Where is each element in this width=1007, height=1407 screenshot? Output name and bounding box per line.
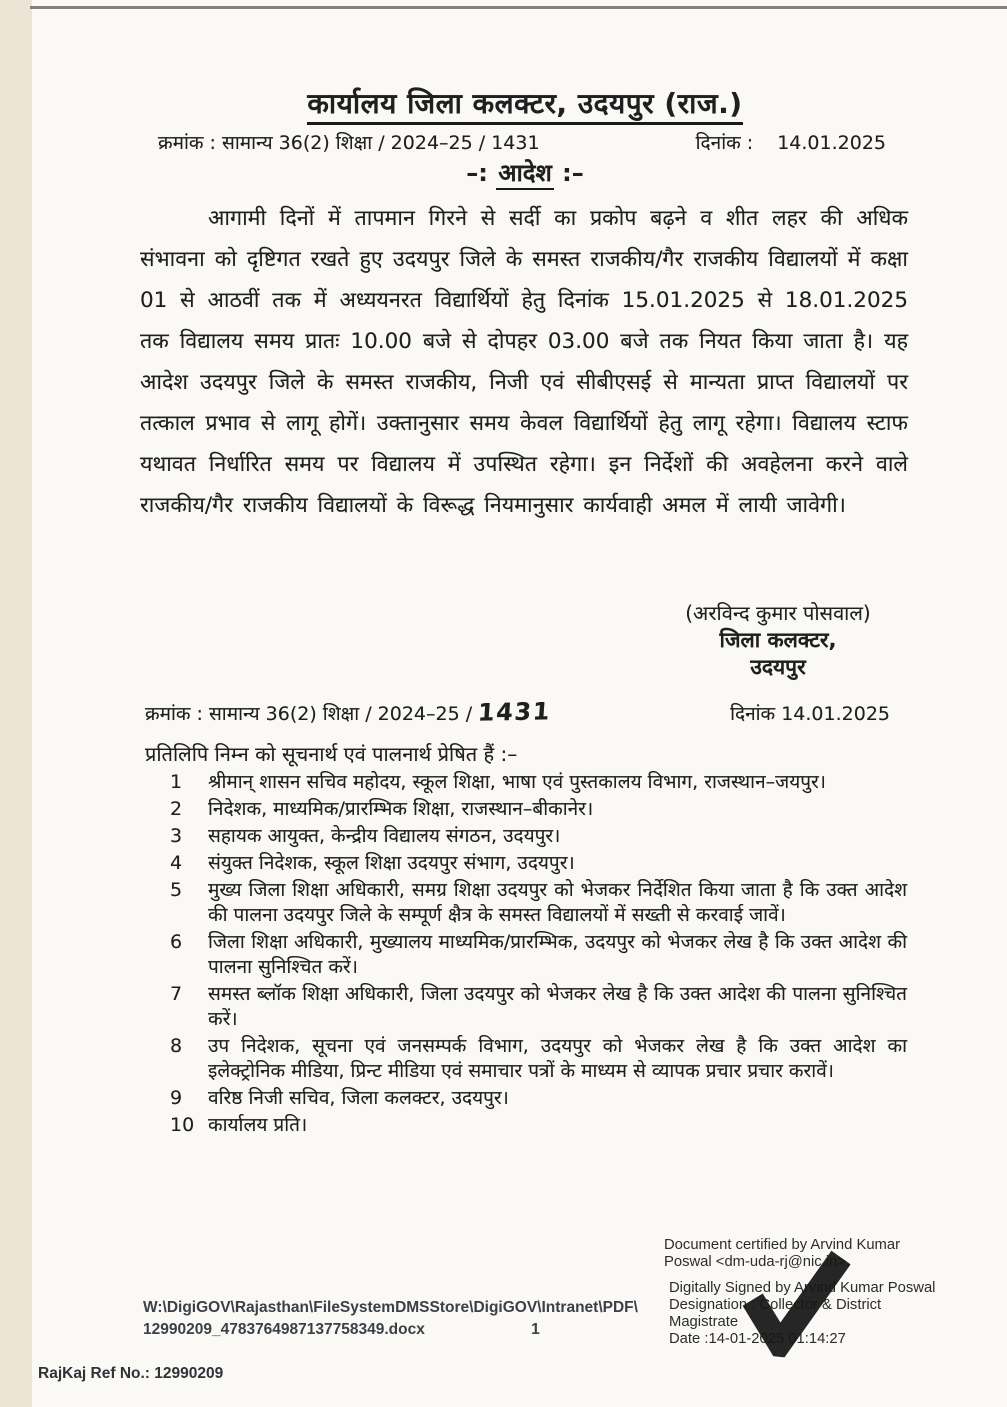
reference-line: [158, 129, 886, 155]
order-body-paragraph: आगामी दिनों में तापमान गिरने से सर्दी का प्रकोप बढ़ने व शीत लहर की अधिक संभावना को दृष्टिगत रखते हुए उदयपुर जिले के समस्त राजकीय/गैर राजकीय विद्यालयों में कक्षा 01 से आठवीं तक में अध्ययनरत विद्यार्थियों हेतु दिनांक 15.01.2025 से 18.01.2025 तक विद्यालय समय प्रातः 10.00 बजे से दोपहर 03.00 बजे तक नियत किया जाता है। यह आदेश उदयपुर जिले के समस्त राजकीय, निजी एवं सीबीएसई से मान्यता प्राप्त विद्यालयों पर तत्काल प्रभाव से लागू होगें। उक्तानुसार समय केवल विद्यार्थियों हेतु लागू रहेगा। विद्यालय स्टाफ यथावत निर्धारित समय पर विद्यालय में उपस्थित रहेगा। इन निर्देशों की अवहेलना करने वाले राजकीय/गैर राजकीय विद्यालयों के विरूद्ध नियमानुसार कार्यवाही अमल में लायी जावेगी।: [140, 206, 908, 518]
recipient-text: कार्यालय प्रति।: [208, 1114, 308, 1136]
signature-date-text: Date :14-01-2025 01:14:27: [669, 1331, 846, 1347]
file-path-line2: 12990209_4783764987137758349.docx: [143, 1321, 425, 1338]
signatory-name: (अरविन्द कुमार पोसवाल): [685, 601, 871, 625]
recipient-text: मुख्य जिला शिक्षा अधिकारी, समग्र शिक्षा उदयपुर को भेजकर निर्देशित किया जाता है कि उक्त आदेश की पालना उदयपुर जिले के सम्पूर्ण क्षैत्र के समस्त विद्यालयों में सख्ती से करवाई जावें।: [208, 879, 907, 926]
reference-line-2: [145, 698, 890, 726]
recipient-text: श्रीमान् शासन सचिव महोदय, स्कूल शिक्षा, भाषा एवं पुस्तकालय विभाग, राजस्थान–जयपुर।: [208, 771, 827, 793]
order-heading: [140, 156, 910, 189]
recipient-row: [170, 1034, 907, 1084]
signatory-designation: जिला कलक्टर,: [719, 628, 837, 652]
recipient-text: निदेशक, माध्यमिक/प्रारम्भिक शिक्षा, राजस्थान–बीकानेर।: [208, 798, 594, 820]
recipient-row: [170, 878, 907, 928]
reference-label: क्रमांक :: [158, 132, 216, 154]
recipient-row: [170, 824, 907, 849]
recipient-row: [170, 982, 907, 1032]
scan-left-margin: [0, 0, 32, 1407]
signatory-place: उदयपुर: [750, 655, 806, 679]
date-line-2: [730, 700, 890, 726]
order-heading-prefix: –:: [466, 159, 488, 187]
certified-by-text: Document certified by Arvind Kumar Poswal <dm-uda-rj@nic.in>.: [664, 1237, 901, 1270]
date-value: 14.01.2025: [777, 132, 886, 154]
recipient-text: संयुक्त निदेशक, स्कूल शिक्षा उदयपुर संभाग, उदयपुर।: [208, 852, 575, 874]
recipient-row: [170, 851, 907, 876]
recipient-number: 4: [170, 852, 183, 874]
file-path-line1: W:\DigiGOV\Rajasthan\FileSystemDMSStore\DigiGOV\Intranet\PDF\: [143, 1299, 638, 1316]
recipient-number: 9: [170, 1087, 183, 1109]
rajkaj-reference: RajKaj Ref No.: 12990209: [38, 1365, 224, 1382]
date-value-2: 14.01.2025: [781, 703, 890, 725]
recipient-text: समस्त ब्लॉक शिक्षा अधिकारी, जिला उदयपुर को भेजकर लेख है कि उक्त आदेश की पालना सुनिश्चित करें।: [208, 983, 907, 1030]
recipient-number: 7: [170, 983, 183, 1005]
date-label: दिनांक :: [695, 132, 754, 154]
footer-file-path: [143, 1297, 703, 1341]
reference-number: [158, 129, 540, 155]
signatory-block: [668, 600, 888, 681]
page-number: 1: [531, 1321, 540, 1338]
office-title: [140, 84, 910, 122]
recipient-text: सहायक आयुक्त, केन्द्रीय विद्यालय संगठन, उदयपुर।: [208, 825, 561, 847]
recipient-row: [170, 797, 907, 822]
reference-number-2: [145, 698, 551, 726]
file-path-line2-row: [143, 1319, 703, 1341]
copy-distribution-heading: प्रतिलिपि निम्न को सूचनार्थ एवं पालनार्थ प्रेषित हैं :–: [145, 742, 518, 766]
recipient-row: [170, 930, 907, 980]
reference-2-prefix: क्रमांक : सामान्य 36(2) शिक्षा / 2024–25 /: [145, 703, 473, 725]
date-line: [696, 129, 886, 155]
recipient-number: 3: [170, 825, 183, 847]
recipient-number: 5: [170, 879, 183, 901]
scan-top-edge-line: [30, 6, 1007, 9]
recipient-text: उप निदेशक, सूचना एवं जनसम्पर्क विभाग, उदयपुर को भेजकर लेख है कि उक्त आदेश का इलेक्ट्रोनिक मीडिया, प्रिन्ट मीडिया एवं समाचार पत्रों के माध्यम से व्यापक प्रचार प्रचार करावें।: [208, 1035, 907, 1082]
recipient-number: 1: [170, 771, 183, 793]
recipient-row: [170, 770, 907, 795]
digitally-signed-text: Digitally Signed by Arvind Kumar Poswal: [669, 1280, 936, 1296]
recipient-number: 6: [170, 931, 183, 953]
recipient-text: वरिष्ठ निजी सचिव, जिला कलक्टर, उदयपुर।: [208, 1087, 509, 1109]
order-heading-word: आदेश: [496, 159, 554, 190]
recipient-row: [170, 1086, 907, 1111]
recipient-number: 2: [170, 798, 183, 820]
recipients-list: [170, 770, 907, 1140]
signer-designation-text: Designation : Collector & District Magistrate: [669, 1297, 882, 1330]
handwritten-dispatch-number: 1431: [477, 697, 552, 727]
date-label-2: दिनांक: [730, 703, 776, 725]
recipient-text: जिला शिक्षा अधिकारी, मुख्यालय माध्यमिक/प्रारम्भिक, उदयपुर को भेजकर लेख है कि उक्त आदेश की पालना सुनिश्चित करें।: [208, 931, 907, 978]
order-heading-suffix: :–: [562, 159, 584, 187]
recipient-number: 10: [170, 1114, 195, 1136]
recipient-number: 8: [170, 1035, 183, 1057]
reference-value: सामान्य 36(2) शिक्षा / 2024–25 / 1431: [221, 132, 540, 154]
recipient-row: [170, 1113, 907, 1138]
office-title-text: कार्यालय जिला कलक्टर, उदयपुर (राज.): [307, 87, 742, 125]
signature-check-icon: [734, 1239, 853, 1364]
